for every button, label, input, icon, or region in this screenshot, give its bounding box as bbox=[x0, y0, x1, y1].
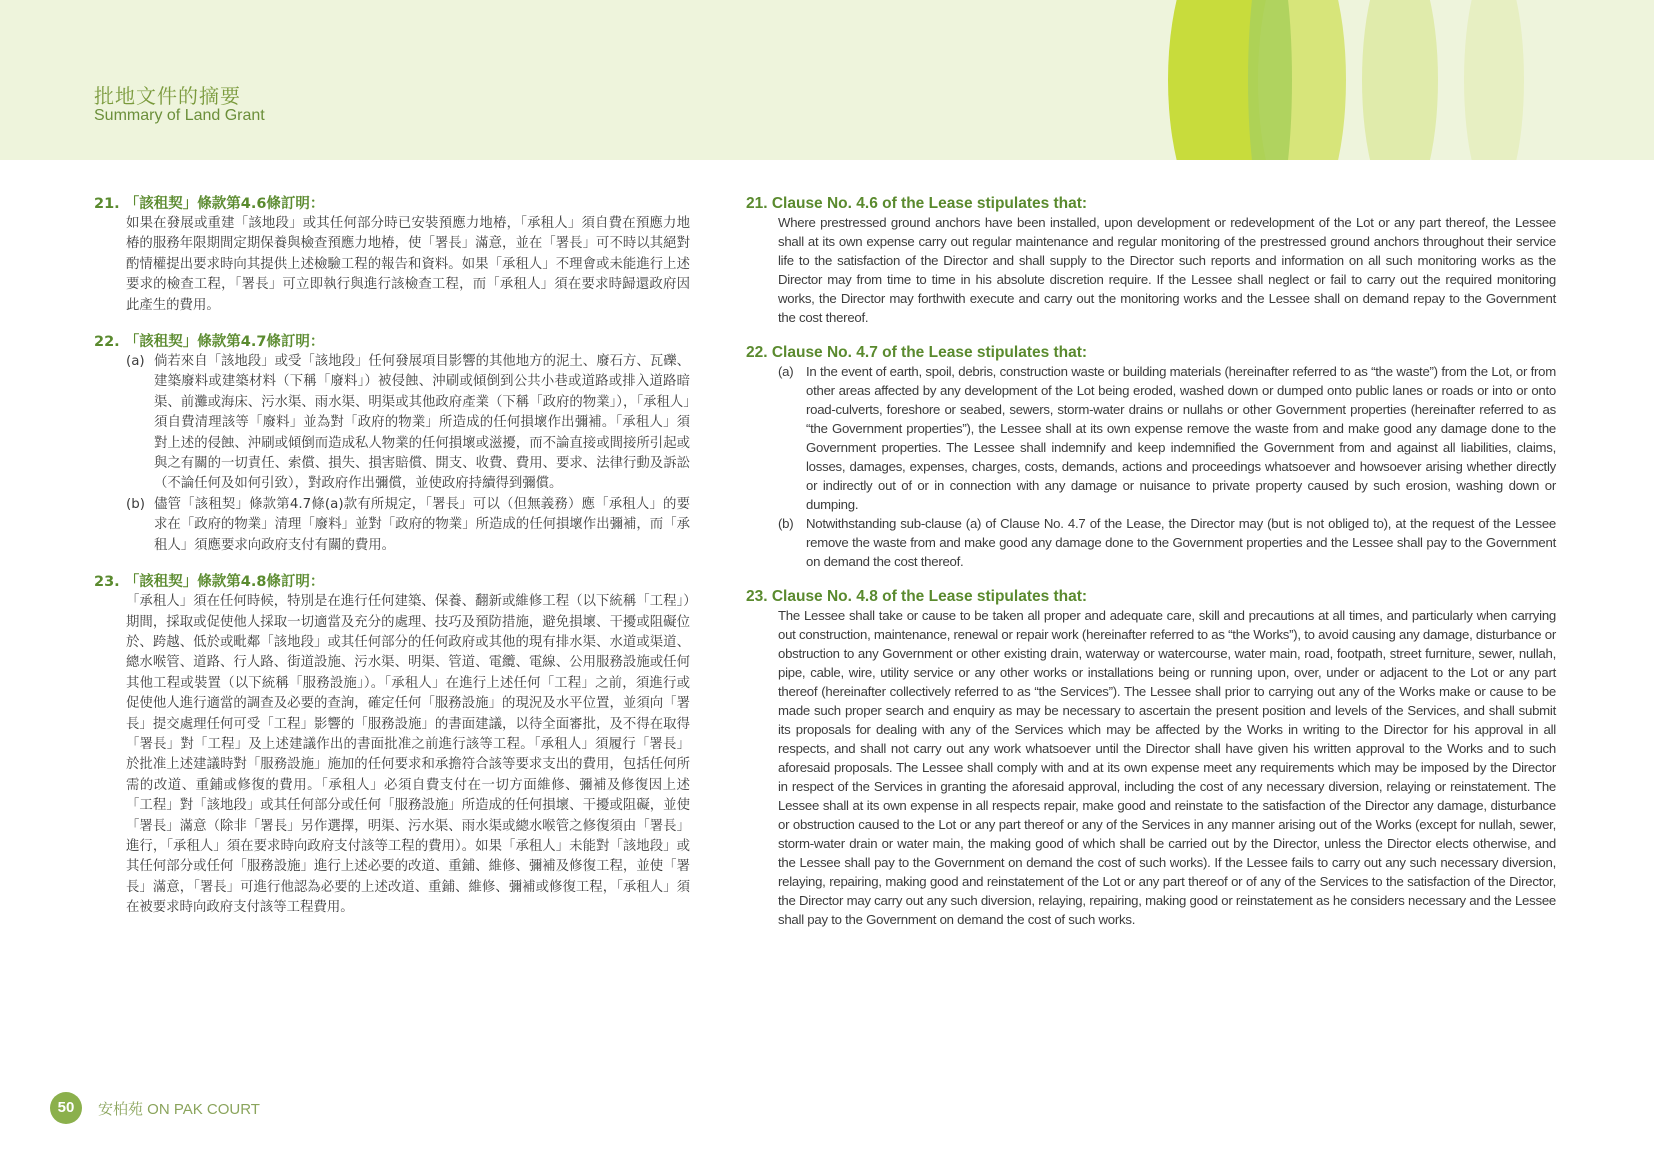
english-column bbox=[746, 194, 1556, 945]
chinese-column bbox=[94, 194, 690, 935]
header-title-en: Summary of Land Grant bbox=[94, 107, 265, 124]
zh-clause-23-heading: 23. 「該租契」條款第4.8條訂明： bbox=[94, 574, 325, 591]
en-clause-22-heading: 22. Clause No. 4.7 of the Lease stipulates that: bbox=[746, 344, 1088, 361]
en-clause-23-body: The Lessee shall take or cause to be taken all proper and adequate care, skill and precautions at all times, and particularly when carrying out construction, maintenance, renewal or repair work (hereinafter referred to as “the Works”), to avoid causing any damage, disturbance or obstruction to any Government or other existing drain, waterway or watercourse, water main, road, footpath, street furniture, sewer, nullah, pipe, cable, wire, utility service or any other works or installations being or running upon, over, under or adjacent to the Lot or any part thereof (hereinafter collectively referred to as “the Services”). The Lessee shall prior to carrying out any of the Works make or cause to be made such proper search and enquiry as may be necessary to ascertain the present position and levels of the Services, and shall submit its proposals for dealing with any of the Services which may be affected by the Works in writing to the Director for his approval in all respects, and shall not carry out any work whatsoever until the Director shall have given his written approval to the Works and to such aforesaid proposals. The Lessee shall comply with and at its own expense meet any requirements which may be imposed by the Director in respect of the Services in granting the aforesaid approval, including the cost of any necessary diversion, relaying or reinstatement. The Lessee shall at its own expense in all respects repair, make good and reinstate to the satisfaction of the Director any damage, disturbance or obstruction caused to the Lot or any part thereof or any of the Services in any manner arising out of the Works (except for nullah, sewer, storm-water drain or water main, the making good of which shall be carried out by the Director, unless the Director elects otherwise, and the Lessee shall pay to the Government on demand the cost of such works). If the Lessee fails to carry out any such necessary diversion, relaying, repairing, making good and reinstatement of the Lot or any part thereof or of any of the Services to the satisfaction of the Director, the Director may carry out any such diversion, relaying, repairing, making good or reinstatement as he considers necessary and the Lessee shall pay to the Government on demand the cost of such works. bbox=[778, 608, 1556, 927]
en-clause-21-body: Where prestressed ground anchors have been installed, upon development or redevelopment of the Lot or any part thereof, the Lessee shall at its own expense carry out regular maintenance and regular monitoring of the prestressed ground anchors throughout their service life to the satisfaction of the Director and shall supply to the Director such reports and information on all such monitoring works as the Director may from time to time in his absolute discretion require. If the Lessee shall neglect or fail to carry out the required monitoring works, the Director may forthwith execute and carry out the monitoring works and the Lessee shall on demand repay to the Government the cost thereof. bbox=[778, 215, 1556, 325]
zh-clause-22-body bbox=[126, 352, 690, 556]
zh-clause-22a-marker: (a) bbox=[126, 354, 145, 370]
zh-clause-22b bbox=[126, 495, 690, 556]
zh-clause-22 bbox=[94, 332, 690, 556]
en-clause-22 bbox=[746, 343, 1556, 571]
en-clause-22a-text: In the event of earth, spoil, debris, construction waste or building materials (hereinafter referred to as “the waste”) from the Lot, or from other areas affected by any development of the Lot being eroded, washed down or dumped onto public lanes or roads or into or onto road-culverts, foreshore or seabed, sewers, storm-water drains or nullahs or other Government properties (hereinafter referred to as “the Government properties”), the Lessee shall at its own expense remove the waste from and make good any damage done to the Government properties. The Lessee shall indemnify and keep indemnified the Government from and against all liabilities, claims, losses, damages, expenses, charges, costs, demands, actions and proceedings whatsoever and howsoever arising whether directly or indirectly out of or in connection with any damage or nuisance to private property caused by such erosion, washing down or dumping. bbox=[806, 364, 1556, 512]
zh-clause-21-body: 如果在發展或重建「該地段」或其任何部分時已安裝預應力地椿，「承租人」須自費在預應力地椿的服務年限期間定期保養與檢查預應力地椿，使「署長」滿意，並在「署長」可不時以其絕對酌情權提出要求時向其提供上述檢驗工程的報告和資料。如果「承租人」不理會或未能進行上述要求的檢查工程，「署長」可立即執行與進行該檢查工程，而「承租人」須在要求時歸還政府因此產生的費用。 bbox=[126, 216, 690, 313]
header-band bbox=[0, 0, 1654, 160]
en-clause-22a-marker: (a) bbox=[778, 364, 794, 379]
en-clause-22a bbox=[778, 362, 1556, 514]
zh-clause-22a-text: 倘若來自「該地段」或受「該地段」任何發展項目影響的其他地方的泥土、廢石方、瓦礫、建築廢料或建築材料（下稱「廢料」）被侵蝕、沖刷或傾倒到公共小巷或道路或排入道路暗渠、前灘或海床、污水渠、雨水渠、明渠或其他政府產業（下稱「政府的物業」），「承租人」須自費清理該等「廢料」並為對「政府的物業」所造成的任何損壞作出彌補。「承租人」須對上述的侵蝕、沖刷或傾倒而造成私人物業的任何損壞或滋擾，而不論直接或間接所引起或與之有關的一切責任、索償、損失、損害賠償、開支、收費、費用、要求、法律行動及訴訟（不論任何及如何引致），對政府作出彌償，並使政府持續得到彌償。 bbox=[154, 354, 690, 492]
zh-clause-22b-text: 儘管「該租契」條款第4.7條(a)款有所規定，「署長」可以（但無義務）應「承租人」的要求在「政府的物業」清理「廢料」並對「政府的物業」所造成的任何損壞作出彌補，而「承租人」須應要求向政府支付有關的費用。 bbox=[154, 496, 690, 553]
en-clause-21-heading: 21. Clause No. 4.6 of the Lease stipulates that: bbox=[746, 195, 1088, 212]
zh-clause-21 bbox=[94, 194, 690, 316]
leaf-shape-3 bbox=[1248, 0, 1292, 160]
zh-clause-23-body: 「承租人」須在任何時候，特別是在進行任何建築、保養、翻新或維修工程（以下統稱「工程」）期間，採取或促使他人採取一切適當及充分的處理、技巧及預防措施，避免損壞、干擾或阻礙位於、跨越、低於或毗鄰「該地段」或其任何部分的任何政府或其他的現有排水渠、水道或渠道、總水喉管、道路、行人路、街道設施、污水渠、明渠、管道、電纜、電線、公用服務設施或任何其他工程或裝置（以下統稱「服務設施」）。「承租人」在進行上述任何「工程」之前，須進行或促使他人進行適當的調查及必要的查詢，確定任何「服務設施」的現況及水平位置，並須向「署長」提交處理任何可受「工程」影響的「服務設施」的書面建議，以待全面審批，及不得在取得「署長」對「工程」及上述建議作出的書面批准之前進行該等工程。「承租人」須履行「署長」於批准上述建議時對「服務設施」施加的任何要求和承擔符合該等要求支出的費用，包括任何所需的改道、重鋪或修復的費用。「承租人」必須自費支付在一切方面維修、彌補及修復因上述「工程」對「該地段」或其任何部分或任何「服務設施」所造成的任何損壞、干擾或阻礙，並使「署長」滿意（除非「署長」另作選擇，明渠、污水渠、雨水渠或總水喉管之修復須由「署長」進行，「承租人」須在要求時向政府支付該等工程的費用）。如果「承租人」未能對「該地段」或其任何部分或任何「服務設施」進行上述必要的改道、重鋪、維修、彌補及修復工程，並使「署長」滿意，「署長」可進行他認為必要的上述改道、重鋪、維修、彌補或修復工程，「承租人」須在被要求時向政府支付該等工程費用。 bbox=[126, 594, 690, 916]
en-clause-21 bbox=[746, 194, 1556, 327]
page-number-badge: 50 bbox=[50, 1092, 82, 1124]
en-clause-23-heading: 23. Clause No. 4.8 of the Lease stipulates that: bbox=[746, 588, 1088, 605]
header-title-zh: 批地文件的摘要 bbox=[94, 84, 241, 108]
en-clause-22b bbox=[778, 514, 1556, 571]
en-clause-23 bbox=[746, 587, 1556, 929]
zh-clause-21-heading: 21. 「該租契」條款第4.6條訂明： bbox=[94, 196, 325, 212]
zh-clause-22-heading: 22. 「該租契」條款第4.7條訂明： bbox=[94, 334, 325, 351]
footer-development-name: 安柏苑 ON PAK COURT bbox=[98, 1101, 260, 1118]
zh-clause-23 bbox=[94, 572, 690, 919]
leaf-decoration bbox=[1134, 0, 1654, 160]
en-clause-22-body bbox=[778, 362, 1556, 571]
en-clause-22b-marker: (b) bbox=[778, 516, 794, 531]
leaf-shape-5 bbox=[1464, 0, 1524, 160]
zh-clause-22a bbox=[126, 352, 690, 495]
leaf-shape-4 bbox=[1362, 0, 1438, 160]
zh-clause-22b-marker: (b) bbox=[126, 496, 145, 512]
en-clause-22b-text: Notwithstanding sub-clause (a) of Clause No. 4.7 of the Lease, the Director may (but is not obliged to), at the request of the Lessee remove the waste from and make good any damage done to the Government properties and the Lessee shall pay to the Government on demand the cost thereof. bbox=[806, 516, 1556, 569]
